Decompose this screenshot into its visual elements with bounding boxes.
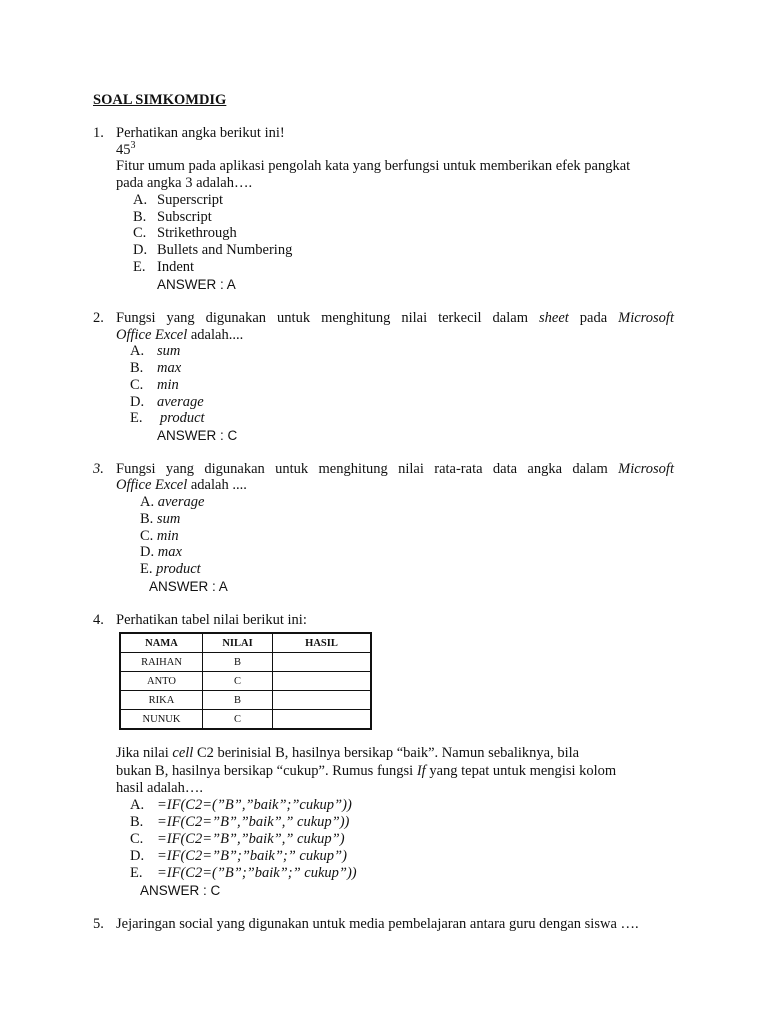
table-header-row (120, 633, 371, 653)
q2-option-d-text: average (157, 394, 204, 410)
table-cell-hasil (273, 710, 372, 730)
q1-option-e-text: Indent (157, 259, 195, 275)
table-row (120, 672, 371, 691)
q3-option-c-letter: C. (140, 528, 154, 544)
table-header-hasil: HASIL (273, 633, 372, 653)
q2-line1-part3: pada (568, 310, 619, 326)
q3-option-a-text: average (157, 494, 205, 510)
q3-option-b-letter: B. (140, 511, 154, 527)
q4-number: 4. (93, 612, 104, 628)
q1-line1: Perhatikan angka berikut ini! (116, 125, 285, 141)
q4-option-c-text: =IF(C2=”B”,”baik”,” cukup”) (157, 831, 345, 847)
q2-line2-office-excel: Office Excel (116, 327, 188, 343)
q3-number: 3. (93, 461, 104, 477)
q4-answer: ANSWER : C (140, 883, 221, 898)
q3-line1-part1: Fungsi yang digunakan untuk menghitung nilai rata-rata data angka dalam (116, 461, 619, 477)
q3-option-d (140, 544, 182, 561)
document-title: SOAL SIMKOMDIG (93, 92, 227, 108)
q3-line2 (116, 477, 247, 494)
q4-p2-if: If (416, 763, 426, 779)
table-cell-nama: RIKA (120, 691, 203, 710)
q4-p1-part3: C2 berinisial B, hasilnya bersikap “baik”. Namun sebaliknya, bila (193, 745, 580, 761)
q4-p2-part3: yang tepat untuk mengisi kolom (425, 763, 617, 779)
table-cell-nilai: B (203, 653, 273, 672)
q1-number-example (116, 142, 136, 159)
q1-option-c-letter: C. (133, 225, 147, 241)
q2-option-a-letter: A. (130, 343, 145, 359)
q2-line1 (116, 310, 674, 327)
q3-line2-rest: adalah .... (187, 477, 247, 493)
q3-line2-office-excel: Office Excel (116, 477, 188, 493)
q2-option-b-text: max (157, 360, 182, 376)
q2-line1-part1: Fungsi yang digunakan untuk menghitung nilai terkecil dalam (116, 310, 539, 326)
table-header-nama: NAMA (120, 633, 203, 653)
q2-option-e-text: product (160, 410, 205, 426)
q1-answer: ANSWER : A (157, 277, 236, 292)
q4-option-d-letter: D. (130, 848, 145, 864)
q2-option-c-text: min (157, 377, 179, 393)
q4-option-d-text: =IF(C2=”B”;”baik”;” cukup”) (157, 848, 347, 864)
q1-option-b-letter: B. (133, 209, 147, 225)
q3-option-d-text: max (157, 544, 182, 560)
q3-option-e (140, 561, 201, 578)
table-row (120, 691, 371, 710)
q4-paragraph-line2 (116, 763, 616, 780)
q3-option-d-letter: D. (140, 544, 155, 560)
q1-option-c-text: Strikethrough (157, 225, 237, 241)
q3-option-a (140, 494, 204, 511)
q3-line1-microsoft: Microsoft (618, 461, 674, 477)
q3-option-b (140, 511, 180, 528)
table-cell-nilai: C (203, 672, 273, 691)
q2-option-a-text: sum (157, 343, 181, 359)
q1-line2: Fitur umum pada aplikasi pengolah kata yang berfungsi untuk memberikan efek pangkat (116, 158, 631, 174)
table-header-nilai: NILAI (203, 633, 273, 653)
q4-option-e-letter: E. (130, 865, 143, 881)
table-cell-nama: NUNUK (120, 710, 203, 730)
q4-paragraph-line1 (116, 745, 579, 762)
q4-p1-part1: Jika nilai (116, 745, 173, 761)
q1-option-a-letter: A. (133, 192, 148, 208)
q4-option-e-text: =IF(C2=(”B”;”baik”;” cukup”)) (157, 865, 357, 881)
q2-option-c-letter: C. (130, 377, 144, 393)
q1-number-exponent: 3 (130, 140, 136, 151)
q5-line1: Jejaringan social yang digunakan untuk media pembelajaran antara guru dengan siswa …. (116, 916, 639, 932)
q1-option-d-text: Bullets and Numbering (157, 242, 293, 258)
q3-option-a-letter: A. (140, 494, 155, 510)
table-cell-nama: RAIHAN (120, 653, 203, 672)
q3-option-e-text: product (156, 561, 201, 577)
q1-option-d-letter: D. (133, 242, 148, 258)
q4-p2-part1: bukan B, hasilnya bersikap “cukup”. Rumus fungsi (116, 763, 417, 779)
q4-option-a-letter: A. (130, 797, 145, 813)
q4-p1-cell: cell (172, 745, 194, 761)
q2-line1-sheet: sheet (538, 310, 569, 326)
q1-number-base: 45 (116, 142, 131, 158)
q4-line1: Perhatikan tabel nilai berikut ini: (116, 612, 307, 628)
q3-option-c (140, 528, 179, 545)
q4-option-c-letter: C. (130, 831, 144, 847)
q1-option-e-letter: E. (133, 259, 146, 275)
q1-number: 1. (93, 125, 104, 141)
q3-line1 (116, 461, 674, 478)
q3-option-b-text: sum (156, 511, 181, 527)
table-cell-nilai: B (203, 691, 273, 710)
table-cell-nama: ANTO (120, 672, 203, 691)
q1-option-a-text: Superscript (157, 192, 224, 208)
q1-line3: pada angka 3 adalah…. (116, 175, 253, 191)
q2-line2 (116, 327, 243, 344)
q3-answer: ANSWER : A (149, 579, 228, 594)
table-cell-hasil (273, 653, 372, 672)
q2-answer: ANSWER : C (157, 428, 238, 443)
table-cell-nilai: C (203, 710, 273, 730)
q2-line1-microsoft: Microsoft (618, 310, 674, 326)
q2-option-e-letter: E. (130, 410, 143, 426)
q2-option-d-letter: D. (130, 394, 145, 410)
q4-option-b-text: =IF(C2=”B”,”baik”,” cukup”)) (157, 814, 350, 830)
q4-option-a-text: =IF(C2=(”B”,”baik”;”cukup”)) (157, 797, 352, 813)
q1-option-b-text: Subscript (157, 209, 212, 225)
table-row (120, 653, 371, 672)
q3-option-c-text: min (156, 528, 179, 544)
q2-number: 2. (93, 310, 104, 326)
q2-line2-rest: adalah.... (187, 327, 244, 343)
q4-paragraph-line3: hasil adalah…. (116, 780, 203, 796)
q2-option-b-letter: B. (130, 360, 144, 376)
grades-table (119, 632, 372, 730)
table-row (120, 710, 371, 730)
table-cell-hasil (273, 691, 372, 710)
q5-number: 5. (93, 916, 104, 932)
table-cell-hasil (273, 672, 372, 691)
q3-option-e-letter: E. (140, 561, 153, 577)
q4-option-b-letter: B. (130, 814, 144, 830)
